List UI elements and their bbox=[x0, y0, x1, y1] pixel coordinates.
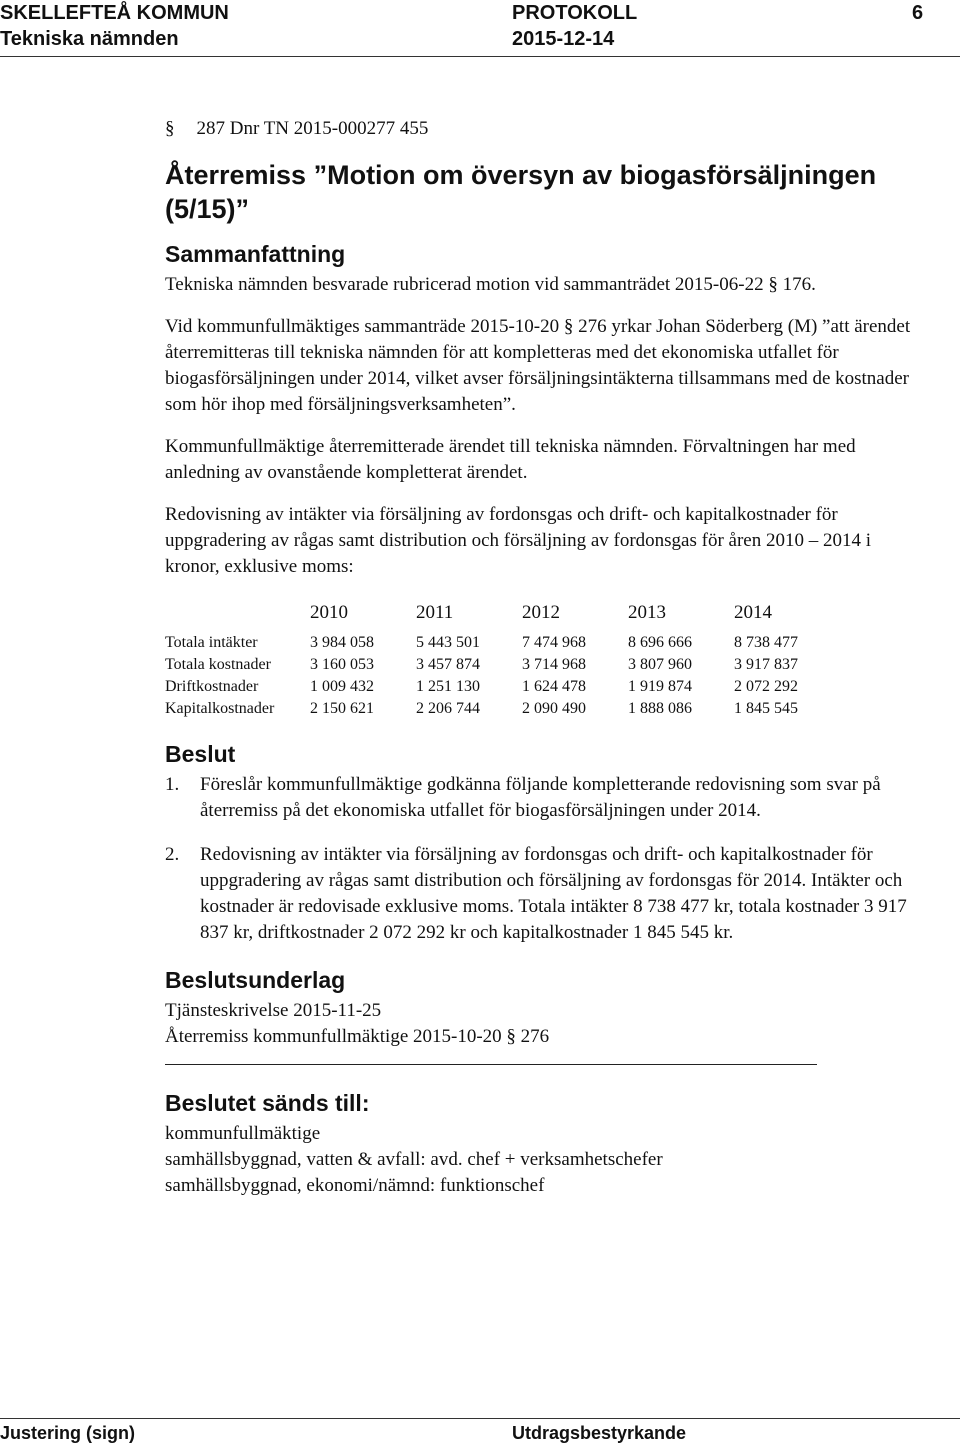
decision-heading: Beslut bbox=[165, 741, 236, 767]
table-cell: 1 251 130 bbox=[416, 678, 480, 695]
row-label: Driftkostnader bbox=[165, 678, 259, 695]
table-cell: 3 984 058 bbox=[310, 634, 374, 651]
decision-item bbox=[165, 842, 915, 946]
table-cell: 1 888 086 bbox=[628, 700, 692, 717]
basis-line: Tjänsteskrivelse 2015-11-25 bbox=[165, 1000, 382, 1021]
table-header-year: 2014 bbox=[734, 602, 772, 623]
main-content bbox=[165, 118, 915, 1199]
summary-heading: Sammanfattning bbox=[165, 241, 346, 267]
recipient-line: samhällsbyggnad, vatten & avfall: avd. chef + verksamhetschefer bbox=[165, 1149, 663, 1170]
table-header-year: 2010 bbox=[310, 602, 348, 623]
section-mark: § bbox=[165, 118, 175, 139]
decision-number: 1. bbox=[165, 774, 180, 795]
table-cell: 2 206 744 bbox=[416, 700, 480, 717]
table-cell: 2 150 621 bbox=[310, 700, 374, 717]
summary-paragraph-2: Vid kommunfullmäktiges sammanträde 2015-10-20 § 276 yrkar Johan Söderberg (M) ”att ärendet återremitteras till tekniska nämnden för att kompletteras med det ekonomiska utfallet för biogasförsäljningen under 2014, vilket avser försäljningsintäkterna tillsammans med de kostnader som hör ihop med försäljningsverksamheten”. bbox=[165, 316, 911, 415]
table-header-row bbox=[165, 596, 840, 632]
table-cell: 3 807 960 bbox=[628, 656, 692, 673]
item-reference-text: 287 Dnr TN 2015-000277 455 bbox=[196, 118, 429, 139]
page-footer bbox=[0, 1418, 960, 1448]
table-cell: 3 917 837 bbox=[734, 656, 798, 673]
table-cell: 1 919 874 bbox=[628, 678, 692, 695]
page-number: 6 bbox=[912, 2, 924, 24]
decision-number: 2. bbox=[165, 844, 180, 865]
justering-label: Justering (sign) bbox=[0, 1423, 136, 1443]
committee-name: Tekniska nämnden bbox=[0, 28, 179, 50]
revenue-cost-table bbox=[165, 596, 840, 720]
table-header-year: 2011 bbox=[416, 602, 454, 623]
table-cell: 8 738 477 bbox=[734, 634, 798, 651]
summary-paragraph-1: Tekniska nämnden besvarade rubricerad motion vid sammanträdet 2015-06-22 § 176. bbox=[165, 274, 816, 295]
table-cell: 2 090 490 bbox=[522, 700, 586, 717]
table-cell: 3 714 968 bbox=[522, 656, 586, 673]
municipality-name: SKELLEFTEÅ KOMMUN bbox=[0, 2, 229, 24]
table-row bbox=[165, 632, 840, 654]
table-cell: 1 845 545 bbox=[734, 700, 798, 717]
utdrag-label: Utdragsbestyrkande bbox=[512, 1423, 687, 1443]
decision-item bbox=[165, 772, 915, 824]
table-header-year: 2012 bbox=[522, 602, 560, 623]
recipient-line: kommunfullmäktige bbox=[165, 1123, 321, 1144]
table-cell: 5 443 501 bbox=[416, 634, 480, 651]
separator-line bbox=[165, 1064, 817, 1065]
table-cell: 3 457 874 bbox=[416, 656, 480, 673]
decision-list bbox=[165, 772, 915, 946]
summary-paragraph-3: Kommunfullmäktige återremitterade ärendet till tekniska nämnden. Förvaltningen har med anledning av ovanstående kompletterat ärendet. bbox=[165, 436, 856, 483]
meeting-date: 2015-12-14 bbox=[512, 28, 615, 50]
document-type: PROTOKOLL bbox=[512, 2, 638, 24]
table-header-empty bbox=[165, 596, 310, 632]
table-row bbox=[165, 698, 840, 720]
basis-heading: Beslutsunderlag bbox=[165, 967, 346, 993]
table-cell: 8 696 666 bbox=[628, 634, 692, 651]
summary-paragraph-4: Redovisning av intäkter via försäljning av fordonsgas och drift- och kapitalkostnader för uppgradering av rågas samt distribution och försäljning av fordonsgas för åren 2010 – 2014 i kronor, exklusive moms: bbox=[165, 504, 872, 577]
table-cell: 1 624 478 bbox=[522, 678, 586, 695]
decision-text: Redovisning av intäkter via försäljning av fordonsgas och drift- och kapitalkostnader för uppgradering av rågas samt distribution och försäljning av fordonsgas för 2014. Intäkter och kostnader är redovisade exklusive moms. Totala intäkter 8 738 477 kr, totala kostnader 3 917 837 kr, driftkostnader 2 072 292 kr och kapitalkostnader 1 845 545 kr. bbox=[200, 844, 907, 943]
basis-line: Återremiss kommunfullmäktige 2015-10-20 § 276 bbox=[165, 1026, 550, 1047]
row-label: Totala kostnader bbox=[165, 656, 271, 673]
recipient-line: samhällsbyggnad, ekonomi/nämnd: funktionschef bbox=[165, 1175, 545, 1196]
item-reference bbox=[165, 118, 915, 140]
table-cell: 7 474 968 bbox=[522, 634, 586, 651]
item-title: Återremiss ”Motion om översyn av biogasförsäljningen (5/15)” bbox=[165, 160, 877, 224]
table-cell: 3 160 053 bbox=[310, 656, 374, 673]
recipients-heading: Beslutet sänds till: bbox=[165, 1090, 370, 1116]
table-cell: 1 009 432 bbox=[310, 678, 374, 695]
page-header bbox=[0, 0, 960, 57]
table-header-year: 2013 bbox=[628, 602, 666, 623]
decision-text: Föreslår kommunfullmäktige godkänna följande kompletterande redovisning som svar på återremiss på det ekonomiska utfallet för biogasförsäljningen under 2014. bbox=[200, 774, 881, 821]
table-row bbox=[165, 676, 840, 698]
row-label: Totala intäkter bbox=[165, 634, 258, 651]
table-row bbox=[165, 654, 840, 676]
table-cell: 2 072 292 bbox=[734, 678, 798, 695]
row-label: Kapitalkostnader bbox=[165, 700, 275, 717]
